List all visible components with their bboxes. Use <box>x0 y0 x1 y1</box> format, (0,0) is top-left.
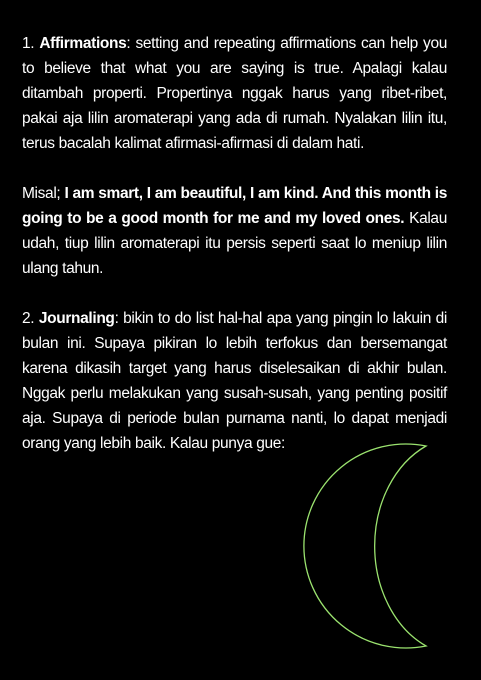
list-number-2: 2. <box>22 310 39 327</box>
journaling-term: Journaling <box>38 310 115 327</box>
journaling-paragraph <box>22 306 447 456</box>
affirmations-text: : setting and repeating affirmations can help you to believe that what you are saying is true. Apalagi kalau ditambah properti. Propertinya nggak harus yang ribet-ribet, pakai aja lilin aromaterapi yang ada di rumah. Nyalakan lilin itu, terus bacalah kalimat afirmasi-afirmasi di dalam hati. <box>22 35 447 152</box>
example-text: Kalau udah, tiup lilin aromaterapi itu persis seperti saat lo meniup lilin ulang tahun. <box>22 210 447 277</box>
crescent-moon-icon <box>300 443 430 649</box>
journaling-text: : bikin to do list hal-hal apa yang pingin lo lakuin di bulan ini. Supaya pikiran lo lebih terfokus dan bersemangat karena dikasih target yang harus diselesaikan di akhir bulan. Nggak perlu melakukan yang susah-susah, yang penting positif aja. Supaya di periode bulan purnama nanti, lo dapat menjadi orang yang lebih baik. Kalau punya gue: <box>22 310 447 452</box>
list-number-1: 1. <box>22 35 40 52</box>
example-lead: Misal; <box>22 185 65 202</box>
affirmations-term: Affirmations <box>39 35 127 52</box>
affirmation-example: I am smart, I am beautiful, I am kind. And this month is going to be a good month for me and my loved ones. <box>22 185 447 227</box>
affirmation-example-paragraph <box>22 181 447 281</box>
affirmations-paragraph <box>22 31 447 156</box>
article-body <box>22 31 447 456</box>
